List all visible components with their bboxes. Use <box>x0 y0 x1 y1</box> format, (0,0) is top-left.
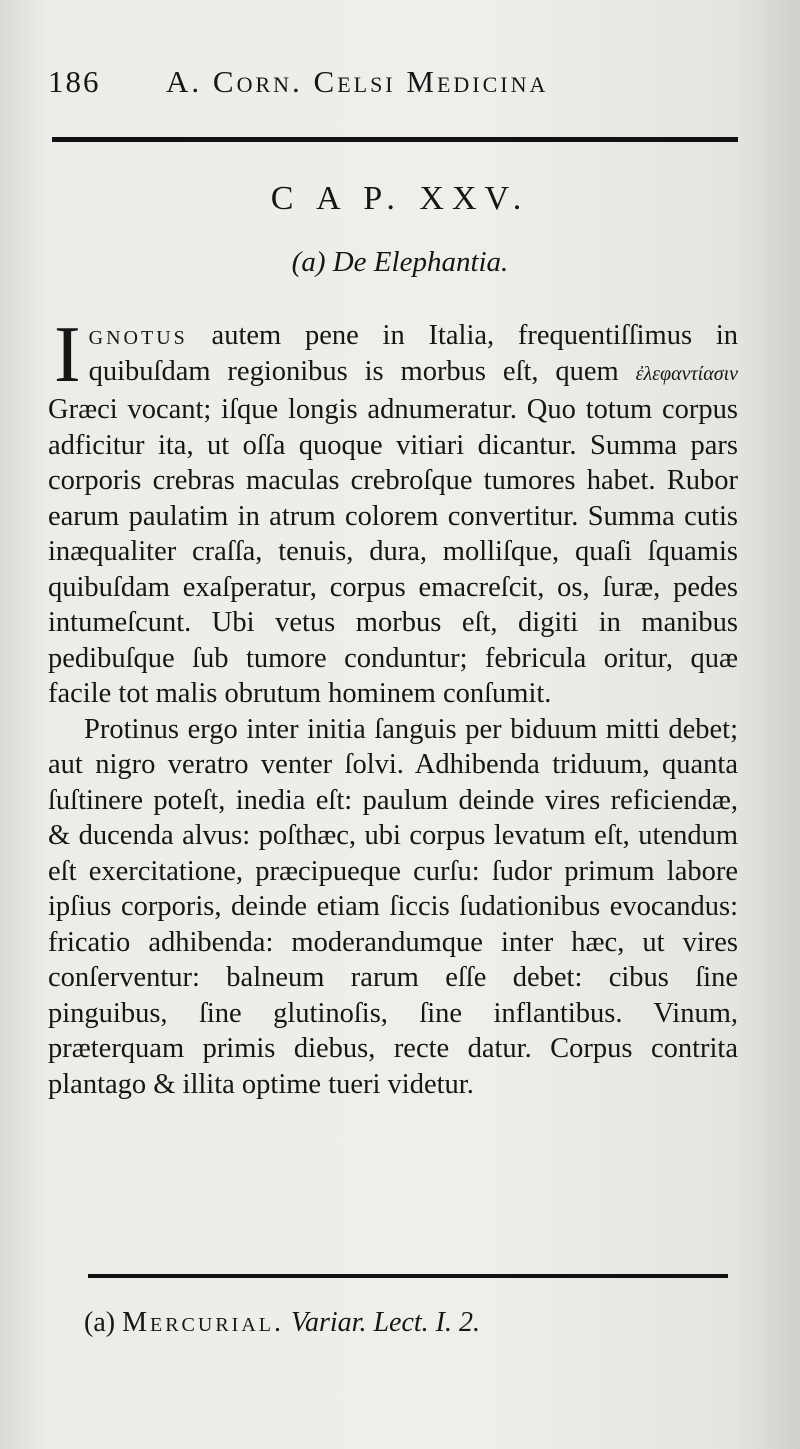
page-number: 186 <box>48 64 101 99</box>
lead-word: gnotus <box>88 320 188 351</box>
main-text <box>48 311 738 1102</box>
footnote-work: Variar. Lect. I. 2. <box>290 1307 480 1338</box>
running-title: A. Corn. Celsi Medicina <box>166 64 549 99</box>
footnote-rule <box>88 1274 728 1278</box>
chapter-heading: C A P. XXV. <box>270 180 530 217</box>
paragraph-2: Protinus ergo inter initia ſanguis per biduum mitti debet; aut nigro veratro venter ſolvi. Adhibenda triduum, quanta ſuſtinere poteſt, inedia eſt: paulum deinde vires reficiendæ, & ducenda alvus: poſthæc, ubi corpus levatum eſt, utendum eſt exercitatione, præcipueque curſu: ſudor primum labore ipſius corporis, deinde etiam ſiccis ſudationibus evocandus: fricatio adhibenda: moderandumque inter hæc, ut vires conſerventur: balneum rarum eſſe debet: cibus ſine pinguibus, ſine glutinoſis, ſine inflantibus. Vinum, præterquam primis diebus, recte datur. Corpus contrita plantago & illita optime tueri videtur. <box>48 713 738 1100</box>
header-rule <box>52 137 738 142</box>
drop-cap: I <box>54 311 81 399</box>
paragraph-1-text-b: Græci vocant; iſque longis adnumeratur. Quo totum corpus adficitur ita, ut oſſa quoque vitiari dicantur. Summa pars corporis crebras maculas crebroſque tumores habet. Rubor earum paulatim in atrum colorem convertitur. Summa cutis inæqualiter craſſa, tenuis, dura, molliſque, quaſi ſquamis quibuſdam exaſperatur, corpus emacreſcit, os, ſuræ, pedes intumeſcunt. Ubi vetus morbus eſt, digiti in manibus pedibuſque ſub tumore conduntur; febricula oritur, quæ facile tot malis obrutum hominem conſumit. <box>48 394 738 709</box>
footnote-marker: (a) <box>84 1307 116 1338</box>
greek-term: ἐλεφαντίασιν <box>635 362 738 385</box>
paragraph-1-text-a: autem pene in Italia, frequentiſſimus in quibuſdam regionibus is morbus eſt, quem <box>88 320 738 387</box>
footnote <box>84 1307 744 1339</box>
running-header <box>48 62 748 108</box>
paragraph-1 <box>48 311 738 712</box>
chapter-subtitle: (a) De Elephantia. <box>291 246 509 278</box>
footnote-author: Mercurial. <box>122 1307 284 1338</box>
